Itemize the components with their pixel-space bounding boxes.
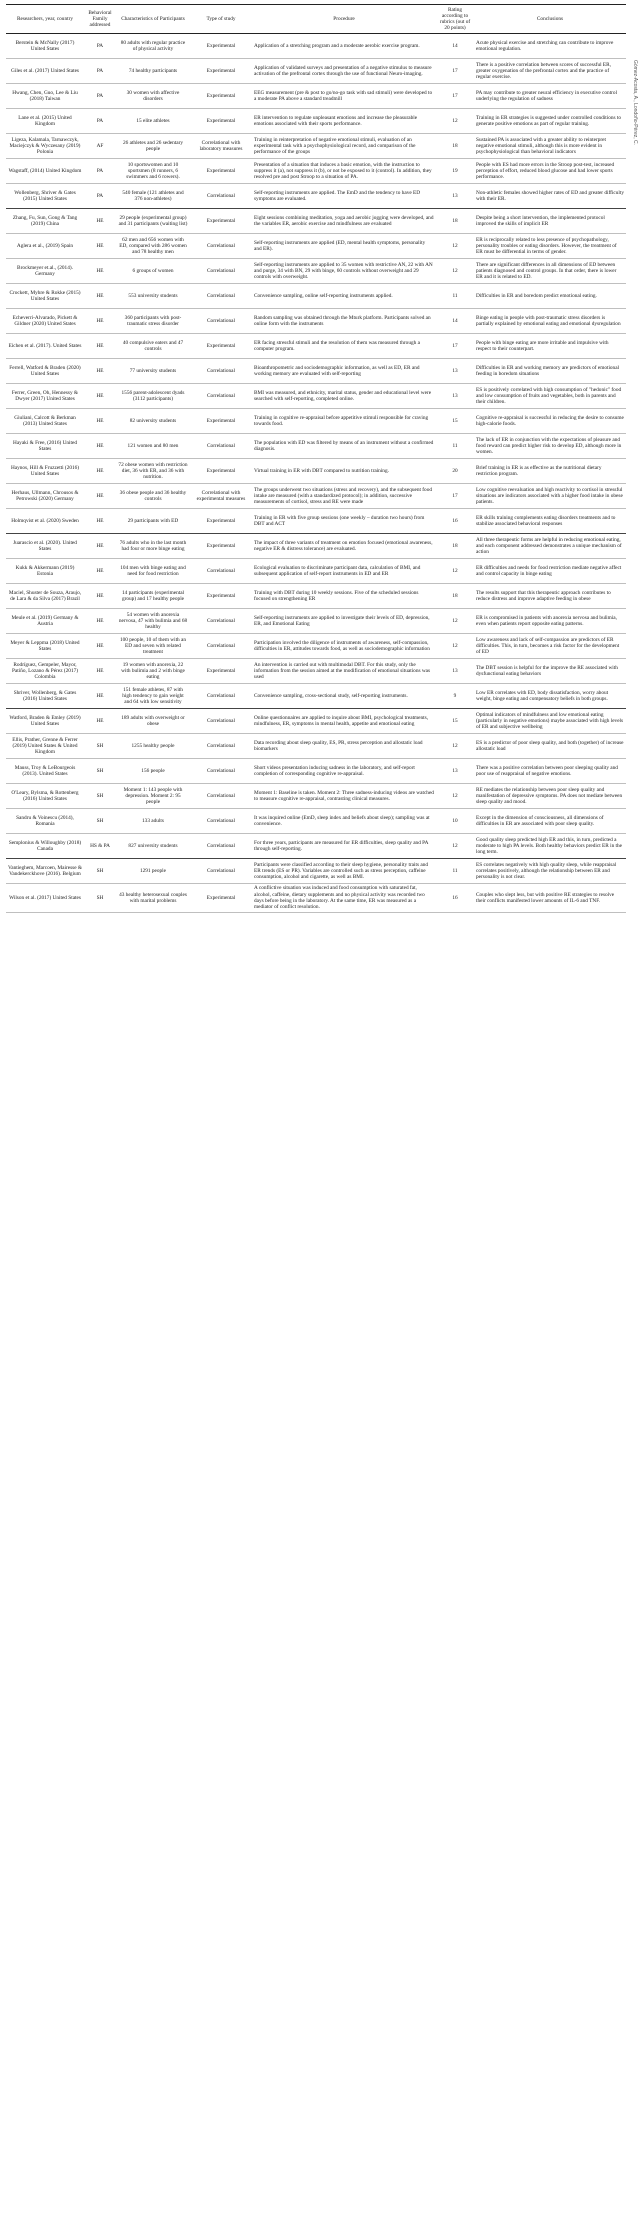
procedure-cell: Training in reinterpretation of negative emotional stimuli, evaluation of an experimental task with a psychophysiological record, and comparison of the performance of the groups	[252, 133, 436, 158]
researchers-cell: Holmqvist et al. (2020) Sweden	[6, 508, 84, 533]
study-type-cell: Correlational with experimental measures	[190, 483, 252, 508]
rating-cell: 11	[436, 433, 474, 458]
table-row	[6, 833, 626, 858]
conclusions-cell: There was a positive correlation between poor sleeping quality and poor use of reappraisal of negative emotions.	[474, 758, 626, 783]
study-type-cell: Correlational	[190, 233, 252, 258]
conclusions-cell: Except in the dimension of consciousness, all dimensions of difficulties in ER are associated with poor sleep quality.	[474, 808, 626, 833]
study-type-cell: Correlational	[190, 383, 252, 408]
conclusions-cell: Low awareness and lack of self-compassion are predictors of ER difficulties. This, in turn, becomes a risk factor for the development of ED	[474, 633, 626, 658]
conclusions-cell: Despite being a short intervention, the implemented protocol improved the skills of implicit ER	[474, 208, 626, 233]
table-row	[6, 83, 626, 108]
family-cell: HE	[84, 608, 116, 633]
rating-cell: 17	[436, 483, 474, 508]
family-cell: PA	[84, 183, 116, 208]
participants-cell: 76 adults who in the last month had four or more binge eating	[116, 533, 190, 558]
researchers-cell: Ferrer, Green, Oh, Hennessy & Dwyer (2017) United States	[6, 383, 84, 408]
table-row	[6, 333, 626, 358]
procedure-cell: Application of a stretching program and a moderate aerobic exercise program.	[252, 33, 436, 58]
study-type-cell: Correlational	[190, 708, 252, 733]
procedure-cell: The population with ED was filtered by means of an instrument without a confirmed diagnosis.	[252, 433, 436, 458]
conclusions-cell: Difficulties in ER and boredom predict emotional eating.	[474, 283, 626, 308]
study-type-cell: Experimental	[190, 58, 252, 83]
table-row	[6, 258, 626, 283]
researchers-cell: Hwang, Chen, Guo, Lee & Liu (2018) Taiwan	[6, 83, 84, 108]
procedure-cell: ER intervention to regulate unpleasant emotions and increase the pleasurable emotions associated with their sports performance.	[252, 108, 436, 133]
rating-cell: 12	[436, 733, 474, 758]
conclusions-cell: There is a positive correlation between scores of successful ER, greater oxygenation of the prefrontal cortex and the practice of regular exercise.	[474, 58, 626, 83]
family-cell: SH	[84, 758, 116, 783]
procedure-cell: For three years, participants are measured for ER difficulties, sleep quality and PA through self-reporting.	[252, 833, 436, 858]
table-row	[6, 383, 626, 408]
rating-cell: 12	[436, 783, 474, 808]
table-row	[6, 858, 626, 883]
family-cell: AF	[84, 133, 116, 158]
procedure-cell: Online questionnaires are applied to inquire about BMI, psychological treatments, mindfulness, ER, symptoms in mental health, appetite and emotional eating	[252, 708, 436, 733]
table-row	[6, 658, 626, 683]
procedure-cell: ER facing stressful stimuli and the resolution of them was measured through a computer program.	[252, 333, 436, 358]
table-header-row	[6, 5, 626, 34]
procedure-cell: Eight sessions combining meditation, yoga and aerobic jogging were developed, and the variables ER, aerobic exercise and mindfulness are evaluated	[252, 208, 436, 233]
side-running-head: Gómez-Acosta, A., Londoño-Pérez, C.	[632, 60, 638, 146]
rating-cell: 16	[436, 883, 474, 912]
rating-cell: 20	[436, 458, 474, 483]
study-type-cell: Experimental	[190, 408, 252, 433]
conclusions-cell: The lack of ER in conjunction with the expectations of pleasure and food reward can predict higher risk to develop ED, although more in women.	[474, 433, 626, 458]
participants-cell: 553 university students	[116, 283, 190, 308]
researchers-cell: Zhang, Fu, Sun, Gong & Tang (2019) China	[6, 208, 84, 233]
study-type-cell: Correlational	[190, 633, 252, 658]
procedure-cell: Self-reporting instruments are applied to 35 women with restrictive AN, 22 with AN and purge, 34 with BN, 29 with binge, 60 controls without overweight and 29 controls with overweight.	[252, 258, 436, 283]
conclusions-cell: People with binge eating are more irritable and impulsive with respect to their counterpart.	[474, 333, 626, 358]
family-cell: HE	[84, 533, 116, 558]
participants-cell: 540 female (121 athletes and 376 non-athletes)	[116, 183, 190, 208]
family-cell: HE	[84, 633, 116, 658]
study-type-cell: Experimental	[190, 508, 252, 533]
studies-table	[6, 4, 626, 913]
table-row	[6, 508, 626, 533]
rating-cell: 13	[436, 658, 474, 683]
rating-cell: 14	[436, 308, 474, 333]
study-type-cell: Correlational	[190, 608, 252, 633]
study-type-cell: Correlational	[190, 733, 252, 758]
researchers-cell: Kukk & Akkermann (2019) Estonia	[6, 558, 84, 583]
researchers-cell: Shriver, Wollenberg, & Gates (2016) United States	[6, 683, 84, 708]
rating-cell: 13	[436, 383, 474, 408]
rating-cell: 17	[436, 58, 474, 83]
header-researchers: Researchers, year, country	[6, 5, 84, 34]
study-type-cell: Correlational	[190, 758, 252, 783]
conclusions-cell: Acute physical exercise and stretching can contribute to improve emotional regulation.	[474, 33, 626, 58]
conclusions-cell: All three therapeutic forms are helpful in reducing emotional eating, and each component addressed demonstrates a unique mechanism of action	[474, 533, 626, 558]
procedure-cell: Random sampling was obtained through the Mturk platform. Participants solved an online form with the instruments	[252, 308, 436, 333]
procedure-cell: Short videos presentation inducing sadness in the laboratory, and self-report completion of corresponding cognitive re-appraisal.	[252, 758, 436, 783]
table-row	[6, 283, 626, 308]
procedure-cell: The impact of three variants of treatment on emotion focused (emotional awareness, negative ER & distress tolerance) are evaluated.	[252, 533, 436, 558]
participants-cell: 1556 parent-adolescent dyads (3112 participants)	[116, 383, 190, 408]
study-type-cell: Correlational	[190, 683, 252, 708]
study-type-cell: Experimental	[190, 33, 252, 58]
conclusions-cell: Training in ER strategies is suggested under controlled conditions to generate positive emotions as part of regular training.	[474, 108, 626, 133]
family-cell: HE	[84, 433, 116, 458]
procedure-cell: A conflictive situation was induced and food consumption with saturated fat, alcohol, caffeine, dietary supplements and no physical activity was recorded two days before being in the laboratory. At the same time, ER was measured as a mediator of conflict resolution.	[252, 883, 436, 912]
family-cell: HE	[84, 508, 116, 533]
procedure-cell: Self-reporting instruments are applied. The EmD and the tendency to have ED symptoms are evaluated.	[252, 183, 436, 208]
participants-cell: 827 university students	[116, 833, 190, 858]
conclusions-cell: Cognitive re-appraisal is successful in reducing the desire to consume high-calorie foods.	[474, 408, 626, 433]
family-cell: PA	[84, 33, 116, 58]
researchers-cell: Giuliani, Calcott & Berkman (2013) United States	[6, 408, 84, 433]
participants-cell: 62 men and 656 women with ED, compared with 286 women and 78 healthy men	[116, 233, 190, 258]
rating-cell: 17	[436, 83, 474, 108]
conclusions-cell: Binge eating in people with post-traumatic stress disorders is partially explained by emotional eating and emotional dysregulation	[474, 308, 626, 333]
study-type-cell: Experimental	[190, 158, 252, 183]
researchers-cell: Wagstaff, (2014) United Kingdom	[6, 158, 84, 183]
study-type-cell: Correlational with laboratory measures	[190, 133, 252, 158]
procedure-cell: Participants were classified according to their sleep hygiene, personality traits and ER trends (ES or PR). Variables are controlled such as stress perception, caffeine consumption, alcohol and cigarette, as well as BMI.	[252, 858, 436, 883]
participants-cell: 74 healthy participants	[116, 58, 190, 83]
rating-cell: 15	[436, 408, 474, 433]
participants-cell: 29 participants with ED	[116, 508, 190, 533]
conclusions-cell: The results support that this therapeutic approach contributes to reduce distress and improve adaptive feeding in obese	[474, 583, 626, 608]
researchers-cell: Vantieghem, Marcoen, Mairesse & Vandekerckhove (2016). Belgium	[6, 858, 84, 883]
study-type-cell: Correlational	[190, 858, 252, 883]
study-type-cell: Correlational	[190, 183, 252, 208]
participants-cell: 29 people (experimental group) and 31 participants (waiting list)	[116, 208, 190, 233]
participants-cell: 77 university students	[116, 358, 190, 383]
family-cell: SH	[84, 808, 116, 833]
rating-cell: 13	[436, 358, 474, 383]
participants-cell: 36 obese people and 36 healthy controls	[116, 483, 190, 508]
family-cell: PA	[84, 58, 116, 83]
rating-cell: 11	[436, 283, 474, 308]
researchers-cell: Herhaus, Ullmann, Chrousos & Petrowski (2020) Germany	[6, 483, 84, 508]
conclusions-cell: Low ER correlates with ED, body dissatisfaction, worry about weight, binge eating and compensatory beliefs in both groups.	[474, 683, 626, 708]
family-cell: PA	[84, 83, 116, 108]
family-cell: HE	[84, 558, 116, 583]
study-type-cell: Correlational	[190, 433, 252, 458]
procedure-cell: The groups underwent two situations (stress and recovery), and the subsequent food intake are measured (with a standardized protocol); in addition, successive measurements of cortisol, stress and RE were made	[252, 483, 436, 508]
participants-cell: 15 elite athletes	[116, 108, 190, 133]
conclusions-cell: RE mediates the relationship between poor sleep quality and manifestation of depressive symptoms. PA does not mediate between sleep quality and mood.	[474, 783, 626, 808]
researchers-cell: Echeverri-Alvarado, Pickett & Gildner (2020) United States	[6, 308, 84, 333]
participants-cell: 43 healthy heterosexual couples with marital problems	[116, 883, 190, 912]
study-type-cell: Experimental	[190, 108, 252, 133]
conclusions-cell: People with ES had more errors in the Stroop post-test, increased perception of effort, reduced blood glucose and had lower sports performance.	[474, 158, 626, 183]
procedure-cell: Moment 1: Baseline is taken. Moment 2: Three sadness-inducing videos are watched to measure cognitive re-appraisal, contrasting clinical measures.	[252, 783, 436, 808]
family-cell: HE	[84, 708, 116, 733]
procedure-cell: Training in ER with five group sessions (one weekly – duration two hours) from DBT and ACT	[252, 508, 436, 533]
procedure-cell: Presentation of a situation that induces a basic emotion, with the instruction to suppress it (a), not suppress it (b), or not be exposed to it (control). In addition, they resolved pre and post Stroop to a situation of PA.	[252, 158, 436, 183]
conclusions-cell: ER skills training complements eating disorders treatments and to stabilize associated behavioral responses	[474, 508, 626, 533]
conclusions-cell: ES is a predictor of poor sleep quality, and both (together) of increase allostatic load	[474, 733, 626, 758]
table-body	[6, 33, 626, 912]
participants-cell: 54 women with anorexia nervosa, 47 with bulimia and 68 healthy	[116, 608, 190, 633]
table-row	[6, 733, 626, 758]
participants-cell: 189 adults with overweight or obese	[116, 708, 190, 733]
study-type-cell: Correlational	[190, 358, 252, 383]
table-row	[6, 683, 626, 708]
researchers-cell: Berstein & McNally (2017) United States	[6, 33, 84, 58]
rating-cell: 12	[436, 633, 474, 658]
participants-cell: 80 adults with regular practice of physical activity	[116, 33, 190, 58]
participants-cell: 121 women and 80 men	[116, 433, 190, 458]
conclusions-cell: Non-athletic females showed higher rates of ED and greater difficulty with their ER.	[474, 183, 626, 208]
participants-cell: 26 athletes and 26 sedentary people	[116, 133, 190, 158]
conclusions-cell: ER difficulties and needs for food restriction mediate negative affect and control capacity in binge eating	[474, 558, 626, 583]
procedure-cell: EEG measurement (pre & post to go/no-go task with sad stimuli) were developed to a moderate PA above a standard treadmill	[252, 83, 436, 108]
researchers-cell: Brockmeyer et.al., (2014). Germany	[6, 258, 84, 283]
study-type-cell: Correlational	[190, 808, 252, 833]
rating-cell: 18	[436, 133, 474, 158]
conclusions-cell: PA may contribute to greater neural efficiency in executive control underlying the regulation of sadness	[474, 83, 626, 108]
study-type-cell: Correlational	[190, 283, 252, 308]
table-row	[6, 558, 626, 583]
family-cell: SH	[84, 858, 116, 883]
rating-cell: 11	[436, 858, 474, 883]
conclusions-cell: There are significant differences in all dimensions of ED between patients diagnosed and control groups. In that order, there is lower ER and it is related to ED.	[474, 258, 626, 283]
rating-cell: 18	[436, 583, 474, 608]
family-cell: HE	[84, 483, 116, 508]
table-row	[6, 33, 626, 58]
procedure-cell: Virtual training in ER with DBT compared to nutrition training.	[252, 458, 436, 483]
study-type-cell: Experimental	[190, 333, 252, 358]
rating-cell: 14	[436, 33, 474, 58]
researchers-cell: Maciel, Shuster de Souza, Araujo, de Lara & da Silva (2017) Brazil	[6, 583, 84, 608]
header-score: Rating according to rubrics (out of 20 points)	[436, 5, 474, 34]
rating-cell: 13	[436, 183, 474, 208]
conclusions-cell: ES is positively correlated with high consumption of "hedonic" food and low consumption of fruits and vegetables, both in parents and their children.	[474, 383, 626, 408]
family-cell: SH	[84, 883, 116, 912]
procedure-cell: Convenience sampling, cross-sectional study, self-reporting instruments.	[252, 683, 436, 708]
conclusions-cell: Low cognitive reevaluation and high reactivity to cortisol in stressful situations are indicators associated with a higher food intake in obese patients.	[474, 483, 626, 508]
family-cell: HE	[84, 258, 116, 283]
rating-cell: 18	[436, 533, 474, 558]
procedure-cell: Application of validated surveys and presentation of a negative stimulus to measure activation of the prefrontal cortex through the use of functional Neuro-imaging.	[252, 58, 436, 83]
researchers-cell: Meule et al. (2019) Germany & Austria	[6, 608, 84, 633]
conclusions-cell: Good quality sleep predicted high ER and this, in turn, predicted a moderate to high PA levels. Both healthy behaviors predict ER in the long term.	[474, 833, 626, 858]
researchers-cell: Wilson et al. (2017) United States	[6, 883, 84, 912]
participants-cell: 19 women with anorexia, 22 with bulimia and 2 with binge eating	[116, 658, 190, 683]
procedure-cell: BMI was measured, and ethnicity, marital status, gender and educational level were searched with self-reporting, completed online.	[252, 383, 436, 408]
participants-cell: 14 participants (experimental group) and 17 healthy people	[116, 583, 190, 608]
conclusions-cell: Optimal indicators of mindfulness and low emotional eating (particularly in negative emotions) maybe associated with high levels of ER and subjective wellbeing	[474, 708, 626, 733]
researchers-cell: Mauss, Troy & LeBourgeois (2013). United States	[6, 758, 84, 783]
table-row	[6, 358, 626, 383]
procedure-cell: Ecological evaluation to discriminate participant data, calculation of BMI, and subsequent application of self-report instruments in ED and ER	[252, 558, 436, 583]
family-cell: PA	[84, 108, 116, 133]
table-row	[6, 108, 626, 133]
researchers-cell: Crockett, Myhre & Rokke (2015) United States	[6, 283, 84, 308]
table-row	[6, 433, 626, 458]
rating-cell: 12	[436, 833, 474, 858]
procedure-cell: Convenience sampling, online self-reporting instruments applied.	[252, 283, 436, 308]
family-cell: HE	[84, 208, 116, 233]
study-type-cell: Correlational	[190, 258, 252, 283]
family-cell: PA	[84, 158, 116, 183]
participants-cell: 360 participants with post-traumatic stress disorder	[116, 308, 190, 333]
conclusions-cell: Sustained PA is associated with a greater ability to reinterpret negative emotional stimuli, although this is more evident in psychophysiological than behavioral indicators	[474, 133, 626, 158]
conclusions-cell: ES correlates negatively with high quality sleep, while reappraisal correlates positively, although the relationship between ER and personality is not clear.	[474, 858, 626, 883]
conclusions-cell: Difficulties in ER and working memory are predictors of emotional feeding in boredom situations	[474, 358, 626, 383]
rating-cell: 16	[436, 508, 474, 533]
conclusions-cell: Brief training in ER is as effective as the nutritional dietary restriction program.	[474, 458, 626, 483]
conclusions-cell: ER is reciprocally related to less presence of psychopathology, personality troubles or eating disorders. However, the treatment of ER must be differential in terms of gender.	[474, 233, 626, 258]
family-cell: HE	[84, 308, 116, 333]
procedure-cell: Participation involved the diligence of instruments of awareness, self-compassion, difficulties in ER, attitudes towards food, as well as sociodemographic information	[252, 633, 436, 658]
study-type-cell: Experimental	[190, 458, 252, 483]
researchers-cell: Aglera et al., (2019) Spain	[6, 233, 84, 258]
rating-cell: 12	[436, 108, 474, 133]
rating-cell: 15	[436, 708, 474, 733]
header-procedure: Procedure	[252, 5, 436, 34]
researchers-cell: Haynos, Hill & Fruzzetti (2016) United States	[6, 458, 84, 483]
procedure-cell: Data recording about sleep quality, ES, PR, stress perception and allostatic load biomarkers	[252, 733, 436, 758]
participants-cell: 40 compulsive eaters and 47 controls	[116, 333, 190, 358]
researchers-cell: Hayaki & Free, (2016) United States	[6, 433, 84, 458]
procedure-cell: Training in cognitive re-appraisal before appetitive stimuli responsible for craving towards food.	[252, 408, 436, 433]
rating-cell: 18	[436, 208, 474, 233]
researchers-cell: O'Leary, Bylsma, & Rottenberg (2016) United States	[6, 783, 84, 808]
researchers-cell: Meyer & Leppma (2018) United States	[6, 633, 84, 658]
procedure-cell: Self-reporting instruments are applied (ED, mental health symptoms, personality and ER).	[252, 233, 436, 258]
table-row	[6, 708, 626, 733]
family-cell: HE	[84, 658, 116, 683]
participants-cell: 100 people, 10 of them with an ED and seven with related treatment	[116, 633, 190, 658]
researchers-cell: Watford, Braden & Emley (2019) United States	[6, 708, 84, 733]
researchers-cell: Lane et al. (2015) United Kingdom	[6, 108, 84, 133]
participants-cell: 104 men with binge eating and need for food restriction	[116, 558, 190, 583]
rating-cell: 12	[436, 233, 474, 258]
header-family: Behavioral Family addressed	[84, 5, 116, 34]
participants-cell: 133 adults	[116, 808, 190, 833]
table-row	[6, 883, 626, 912]
participants-cell: 6 groups of women	[116, 258, 190, 283]
participants-cell: 72 obese women with restriction diet, 36 with ER, and 36 with nutrition.	[116, 458, 190, 483]
study-type-cell: Correlational	[190, 308, 252, 333]
conclusions-cell: ER is compromised in patients with anorexia nervosa and bulimia, even when patients report opposite eating patterns.	[474, 608, 626, 633]
procedure-cell: Bioanthropometric and sociodemographic information, as well as ED, ER and working memory are evaluated with self-reporting	[252, 358, 436, 383]
study-type-cell: Experimental	[190, 208, 252, 233]
procedure-cell: An intervention is carried out with multimodal DBT. For this study, only the information from the session aimed at the modification of emotional situations was used	[252, 658, 436, 683]
rating-cell: 17	[436, 333, 474, 358]
family-cell: SH	[84, 733, 116, 758]
family-cell: HE	[84, 333, 116, 358]
table-row	[6, 408, 626, 433]
family-cell: HE	[84, 383, 116, 408]
researchers-cell: Ligeza, Kalamala, Tarnawczyk, Maciejczyk & Wyczesany (2019) Polonia	[6, 133, 84, 158]
rating-cell: 12	[436, 608, 474, 633]
table-row	[6, 583, 626, 608]
family-cell: HE	[84, 283, 116, 308]
participants-cell: 151 female athletes, 87 with high tendency to gain weight and 64 with low sensitivity	[116, 683, 190, 708]
family-cell: SH	[84, 783, 116, 808]
study-type-cell: Experimental	[190, 83, 252, 108]
table-row	[6, 58, 626, 83]
participants-cell: 1291 people	[116, 858, 190, 883]
header-type: Type of study	[190, 5, 252, 34]
study-type-cell: Correlational	[190, 558, 252, 583]
family-cell: HS & PA	[84, 833, 116, 858]
study-type-cell: Correlational	[190, 833, 252, 858]
rating-cell: 10	[436, 808, 474, 833]
procedure-cell: Self-reporting instruments are applied to investigate their levels of ED, depression, ER, and Emotional Eating	[252, 608, 436, 633]
rating-cell: 13	[436, 758, 474, 783]
researchers-cell: Sandru & Voinescu (2014), Romania	[6, 808, 84, 833]
procedure-cell: It was inquired online (EmD, sleep index and beliefs about sleep); sampling was at convenience.	[252, 808, 436, 833]
procedure-cell: Training with DBT during 10 weekly sessions. Five of the scheduled sessions focused on strengthening ER	[252, 583, 436, 608]
table-row	[6, 608, 626, 633]
table-row	[6, 183, 626, 208]
participants-cell: 1255 healthy people	[116, 733, 190, 758]
family-cell: HE	[84, 233, 116, 258]
participants-cell: 10 sportswomen and 10 sportsmen (8 runners, 6 swimmers and 6 rowers).	[116, 158, 190, 183]
table-row	[6, 633, 626, 658]
table-row	[6, 783, 626, 808]
rating-cell: 12	[436, 258, 474, 283]
study-type-cell: Experimental	[190, 533, 252, 558]
participants-cell: 156 people	[116, 758, 190, 783]
table-row	[6, 308, 626, 333]
study-type-cell: Experimental	[190, 883, 252, 912]
header-conclusions: Conclusions	[474, 5, 626, 34]
participants-cell: 30 women with affective disorders	[116, 83, 190, 108]
study-type-cell: Experimental	[190, 658, 252, 683]
family-cell: HE	[84, 358, 116, 383]
researchers-cell: Juarascio et al. (2020). United States	[6, 533, 84, 558]
family-cell: HE	[84, 408, 116, 433]
family-cell: HE	[84, 683, 116, 708]
researchers-cell: Giles et al. (2017) United States	[6, 58, 84, 83]
rating-cell: 9	[436, 683, 474, 708]
researchers-cell: Semplonius & Willoughby (2018) Canada	[6, 833, 84, 858]
conclusions-cell: Couples who slept less, but with positive RE strategies to resolve their conflicts manifested lower amounts of IL-6 and TNF.	[474, 883, 626, 912]
header-participants: Characteristics of Participants	[116, 5, 190, 34]
rating-cell: 12	[436, 558, 474, 583]
study-type-cell: Correlational	[190, 783, 252, 808]
table-row	[6, 133, 626, 158]
table-row	[6, 458, 626, 483]
family-cell: HE	[84, 458, 116, 483]
table-page	[6, 4, 626, 913]
table-row	[6, 158, 626, 183]
participants-cell: Moment 1: 143 people with depression. Moment 2: 95 people	[116, 783, 190, 808]
researchers-cell: Eichen et al. (2017). United States	[6, 333, 84, 358]
table-row	[6, 533, 626, 558]
conclusions-cell: The DBT session is helpful for the improve the RE associated with dysfunctional eating behaviors	[474, 658, 626, 683]
table-row	[6, 208, 626, 233]
researchers-cell: Ferrell, Watford & Braden (2020) United States	[6, 358, 84, 383]
rating-cell: 19	[436, 158, 474, 183]
table-row	[6, 233, 626, 258]
researchers-cell: Rodríguez, Gempeler, Mayor, Patiño, Lozano & Pérez (2017) Colombia	[6, 658, 84, 683]
study-type-cell: Experimental	[190, 583, 252, 608]
family-cell: HE	[84, 583, 116, 608]
table-row	[6, 758, 626, 783]
participants-cell: 82 university students	[116, 408, 190, 433]
table-row	[6, 483, 626, 508]
table-row	[6, 808, 626, 833]
researchers-cell: Wollenberg, Shriver & Gates (2015) United States	[6, 183, 84, 208]
researchers-cell: Ellis, Prather, Grenne & Ferrer (2019) United States & United Kingdom	[6, 733, 84, 758]
